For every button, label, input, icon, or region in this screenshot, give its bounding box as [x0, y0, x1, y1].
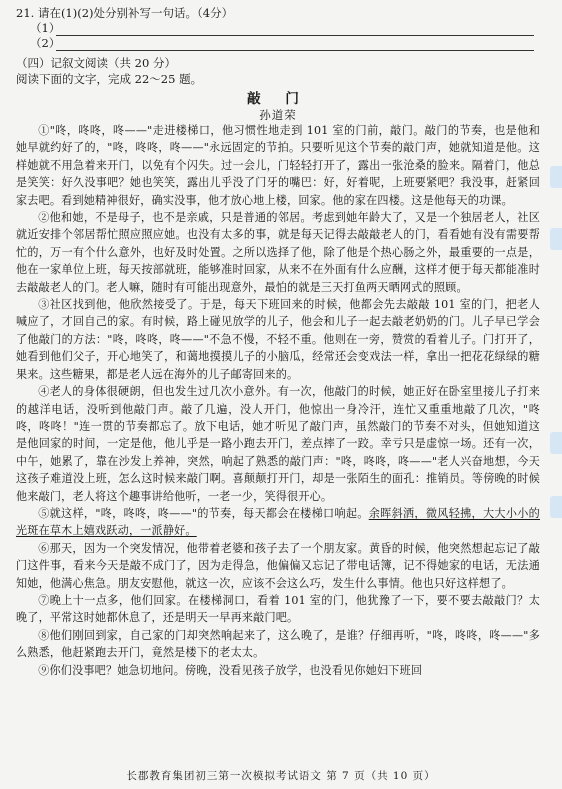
article-author: 孙道荣 [259, 108, 297, 122]
answer-blank-2[interactable] [16, 36, 540, 51]
side-bookmark-tab-2 [550, 228, 562, 250]
blank-number-1: （1） [30, 21, 61, 35]
side-bookmark-tab-4 [550, 496, 562, 518]
underlined-sentence: 余晖斜洒，微风轻拂，大大小小的光斑在草木上嬉戏跃动，一派静好。 [16, 506, 540, 538]
article-title: 敲 门 [247, 91, 309, 107]
paragraph-8: ⑧他们刚回到家，自己家的门却突然响起来了，这么晚了，是谁？仔细再听，"咚，咚咚，咚——"多么熟悉，他赶紧跑去开门，竟然是楼下的老太太。 [16, 628, 540, 660]
paragraph-5: ⑤就这样，"咚，咚咚，咚——"的节奏，每天都会在楼梯口响起。余晖斜洒，微风轻拂，大大小小的光斑在草木上嬉戏跃动，一派静好。 [16, 506, 540, 538]
paragraph-2: ②他和她，不是母子，也不是亲戚，只是普通的邻居。考虑到她年龄大了，又是一个独居老人，社区就近安排个邻居帮忙照应照应她。也没有太多的事，就是每天记得去敲敲老人的门，看看她有没有需要帮忙的，万一有个什么意外，也好及时处置。之所以选择了他，除了他是个热心肠之外，最重要的一点是，他在一家单位上班，每天按部就班，能够准时回家，从来不在外面有什么应酬，这样才便于每天都能准时去敲敲老人的门。老人嘛，随时有可能出现意外，最怕的就是三天打鱼两天晒网式的照顾。 [16, 211, 540, 294]
paragraph-3: ③社区找到他，他欣然接受了。于是，每天下班回来的时候，他都会先去敲敲 101 室的门，把老人喊应了，才回自己的家。有时候，路上碰见放学的儿子，他会和儿子一起去敲老奶奶的门。儿子早已学会了他敲门的方法："咚，咚咚，咚——"不急不慢，不轻不重。他则在一旁，赞赏的看着儿子。门打开了，她看到他们父子，开心地笑了，和蔼地摸摸儿子的小脑瓜，经常还会变戏法一样，拿出一把花花绿绿的糖果来。这些糖果，都是老人远在海外的儿子邮寄回来的。 [16, 298, 540, 381]
section-heading: （四）记叙文阅读（共 20 分） [16, 56, 176, 70]
page-footer: 长郡教育集团初三第一次模拟考试语文 第 7 页（共 10 页） [126, 770, 436, 782]
paragraph-9: ⑨你们没事吧？她急切地问。傍晚，没看见孩子放学，也没看见你她妇下班回 [38, 663, 423, 677]
answer-line-1 [56, 24, 534, 36]
paragraph-7: ⑦晚上十一点多，他们回家。在楼梯洞口，看着 101 室的门，他犹豫了一下，要不要去敲敲门？太晚了，平常这时她都休息了，还是明天一早再来敲门吧。 [16, 593, 540, 625]
side-bookmark-tab-1 [550, 166, 562, 188]
question-21-prompt: 21. 请在(1)(2)处分别补写一句话。（4分） [16, 6, 234, 20]
paragraph-4: ④老人的身体很硬朗，但也发生过几次小意外。有一次，他敲门的时候，她正好在卧室里接儿子打来的越洋电话，没听到他敲门声。敲了几遍，没人开门，他惊出一身冷汗，连忙又重重地敲了几次，"咚咚，咚咚！"连一贯的节奏都忘了。放下电话，她才听见了敲门声，虽然敲门的节奏不对头，但她知道这是他回家的时间，一定是他，他儿乎是一路小跑去开门，差点摔了一跤。幸亏只是虚惊一场。还有一次，中午，她累了，靠在沙发上养神，突然，响起了熟悉的敲门声："咚，咚咚，咚——"老人兴奋地想，今天这孩子难道没上班，怎么这时候来敲门啊。喜颠颠打开门，却是一张陌生的面孔：推销员。等傍晚的时候他来敲门，老人将这个趣事讲给他听，一老一少，笑得很开心。 [16, 385, 540, 503]
paragraph-1: ①"咚，咚咚，咚——"走进楼梯口，他习惯性地走到 101 室的门前，敲门。敲门的节奏，也是他和她早就约好了的，"咚，咚咚，咚——"永远固定的节拍。只要听见这个节奏的敲门声，她就知道是他。这样她就不用急着来开门，以免有个闪失。过一会儿，门轻轻打开了，露出一张沧桑的脸来。隔着门，他总是笑笑：好久没事吧？她也笑笑，露出儿乎没了门牙的嘴巴：好，好着呢，上班要紧吧？我没事，赶紧回家去吧。看到她精神很好，确实没事，他才放心地上楼，回家。他的家在四楼。这是他每天的功课。 [16, 124, 540, 207]
section-instruction: 阅读下面的文字，完成 22～25 题。 [16, 72, 203, 86]
answer-line-2 [56, 39, 534, 51]
paragraph-6: ⑥那天，因为一个突发情况，他带着老婆和孩子去了一个朋友家。黄昏的时候，他突然想起忘记了敲门这件事，看来今天是敲不成门了，因为走得急，他偏偏又忘记了带电话簿，记不得她家的电话，无法通知她，他满心焦急。朋友安慰他，就这一次，应该不会这么巧，发生什么事情。他也只好这样想了。 [16, 541, 540, 590]
blank-number-2: （2） [30, 36, 61, 50]
answer-blank-1[interactable] [16, 21, 540, 36]
side-bookmark-tab-3 [550, 432, 562, 454]
